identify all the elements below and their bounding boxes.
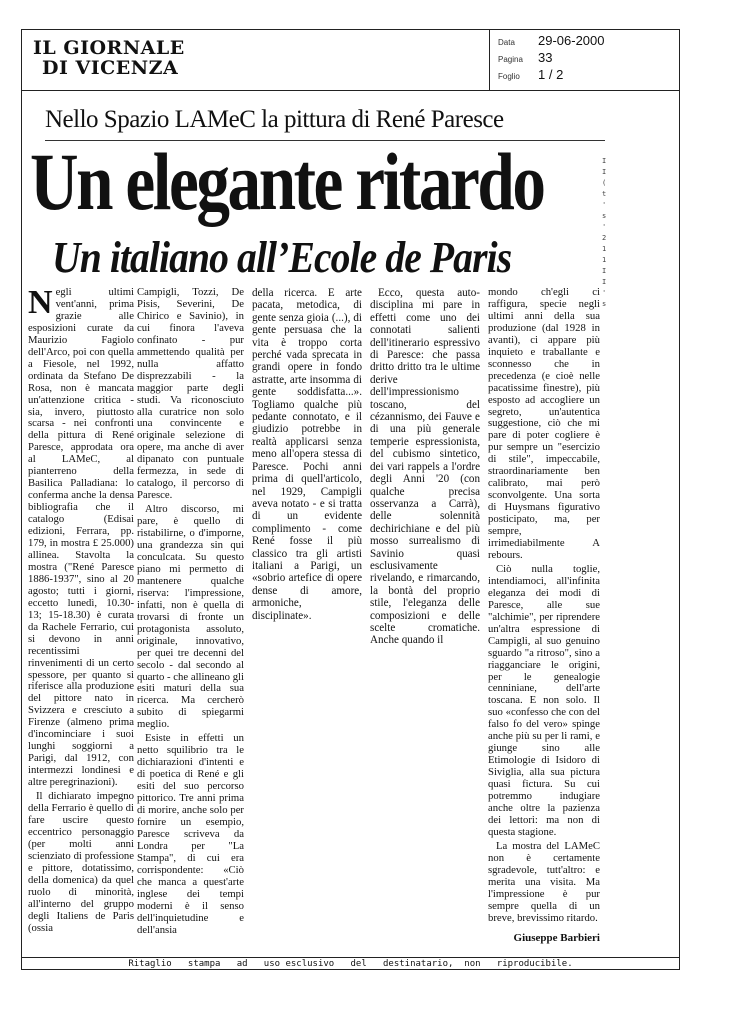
drop-cap: N	[28, 284, 53, 321]
article-kicker: Nello Spazio LAMeC la pittura di René Paresce	[45, 106, 605, 141]
paragraph: Il dichiarato impegno della Ferrario è quello di fare uscire questo eccentrico personaggio (per molti anni scienziato di professione e pittore, dotatissimo, della domenica) da quel ruolo di minorità, all'interno del gruppo degli Italiens de Paris (ossia	[28, 790, 134, 934]
meta-value: 29-06-2000	[538, 33, 605, 48]
clipping-meta-box	[489, 29, 680, 90]
logo-line-2: DI VICENZA	[42, 57, 179, 79]
meta-row-page	[498, 50, 552, 65]
paragraph: La mostra del LAMeC non è certamente sgradevole, tutt'altro: e merita una visita. Ma l'impressione è pur sempre quella di un breve, brevissimo ritardo.	[488, 839, 600, 924]
paragraph: Ciò nulla toglie, intendiamoci, all'infinita eleganza dei modi di Paresce, alle sue "alchimie", per riprendere un'altra espressione di Campigli, al suo genuino sguardo "a ritroso", sino a riagganciare le origini, per le genealogie cenniniane, dell'arte toscana. E non solo. Il suo «confesso che con del falso fo del vero» spinge anche più su per li rami, e giunge sino alle Etimologie di Isidoro di Siviglia, alla sua pictura quasi fictura. Su cui potremmo indugiare anche oltre la pazienza dei lettori: ma non di questa stagione.	[488, 562, 600, 838]
article-headline: Un elegante ritardo	[30, 136, 544, 227]
meta-value: 33	[538, 50, 553, 65]
paragraph: Esiste in effetti un netto squilibrio tra le dichiarazioni d'intenti e di poetica di René e gli esiti del suo percorso pittorico. Tre anni prima di morire, anche solo per fornire un esempio, Paresce scriveva da Londra per "La Stampa", di cui era corrispondente: «Ciò che manca a quest'arte inglese dei tempi moderni è il senso dell'inquietudine e dell'ansia	[137, 732, 244, 936]
meta-label: Pagina	[498, 55, 523, 64]
article-column-4	[488, 287, 600, 944]
paragraph: Ecco, questa auto-disciplina mi pare in effetti come uno dei connotati salienti dell'itinerario espressivo di Paresce: che passa dritto dritto tra le ultime derive dell'impressionismo toscano, del cézannismo, dei Fauve e di una più generale temperie espressionista, del cubismo sintetico, dei vari rappels a l'ordre degli Anni '20 (con qualche precisa osservanza a Carrà), delle solennità dechirichiane e del più mosso surrealismo di Savinio quasi esclusivamente rivelando, e rimarcando, la bontà del proprio stile, l'eleganza delle composizioni e delle scelte cromatiche. Anche quando il	[370, 287, 480, 647]
article-subhead: Un italiano all’Ecole de Paris	[52, 233, 512, 282]
logo-line-1: IL GIORNALE	[33, 37, 185, 59]
margin-text-fragment: I I ( t ' s ' 2 1 1 I I ' s	[602, 157, 607, 308]
footer-notice: Ritaglio stampa ad uso esclusivo del destinatario, non riproducibile.	[21, 957, 680, 971]
paragraph: mondo ch'egli ci raffigura, specie negli ultimi anni della sua produzione (dal 1928 in avanti), ci appare più inquieto e traballante e sconnesso che in precedenza (e cioè nelle pacatissime finestre), più esposto ad accogliere un segreto, un'autentica suggestione, ciò che mi pare di poter cogliere è pur sempre un "esercizio di stile", impeccabile, straordinariamente ben calibrato, mai però sconvolgente. Una sorta di Huysmans figurativo posticipato, ma, per sempre, irrimediabilmente A rebours.	[488, 286, 600, 561]
meta-label: Data	[498, 38, 515, 47]
paragraph: Campigli, Tozzi, De Pisis, Severini, De Chirico e Savinio), in cui finora l'aveva confinato - pur ammettendo qualità per nulla affatto disprezzabili - la maggior parte degli studi. Va riconosciuto alla curatrice non solo una convincente e originale selezione di opere, ma anche di aver dipanato con puntuale fermezza, in sede di catalogo, il percorso di Paresce.	[137, 286, 244, 502]
paragraph: Altro discorso, mi pare, è quello di ristabilirne, o d'imporne, una grandezza sin qui conculcata. Su questo piano mi permetto di mantenere qualche riserva: l'impressione, infatti, non è quella di trovarsi di fronte un protagonista assoluto, originale, innovativo, per quei tre decenni del secolo - dal secondo al quarto - che allineano gli esiti maturi della sua ricerca. Ma cercherò subito di spiegarmi meglio.	[137, 503, 244, 731]
paragraph-text: egli ultimi vent'anni, prima grazie alle esposizioni curate da Maurizio Fagiolo dell'Arco, poi con quella a Fiesole, nel 1992, ordinata da Stefano De Rosa, non è mancata un'attenzione critica - sia, invero, piuttosto scarsa - nei confronti della pittura di René Paresce, approdata ora al LAMeC, al pianterreno della Basilica Palladiana: lo conferma anche la densa bibliografia che il catalogo (Edisai edizioni, Ferrara, pp. 179, in mostra £ 25.000) allinea. Stavolta la mostra ("René Paresce 1886-1937", sino al 20 agosto; tutti i giorni, eccetto lunedì, 10.30-13; 15-18.30) è curata da Rachele Ferrario, cui si devono in anni recentissimi rinvenimenti di un certo spessore, per quanto si riferisce alla produzione del pittore nato in Svizzera e cresciuto a Firenze (almeno prima d'incominciare i suoi lunghi soggiorni a Parigi, dal 1912, con intermezzi londinesi e altre peregrinazioni).	[28, 286, 134, 789]
newspaper-logo	[33, 38, 185, 78]
meta-row-sheet	[498, 67, 563, 82]
article-column-2	[137, 287, 244, 938]
meta-label: Foglio	[498, 72, 520, 81]
paragraph	[28, 284, 134, 789]
meta-row-date	[498, 33, 605, 48]
header-divider	[21, 90, 680, 91]
article-column-3-continued	[370, 287, 480, 649]
article-byline: Giuseppe Barbieri	[513, 931, 600, 944]
paragraph: della ricerca. E arte pacata, metodica, di gente senza gioia (...), di gente persuasa che la vita è troppo corta perché vada sprecata in grandi opere in fondo astratte, arte insomma di gente soddisfatta...». Togliamo qualche più pedante connotato, e il giudizio potrebbe in realtà applicarsi senza meno all'opera stessa di Paresce. Pochi anni prima di quell'articolo, nel 1929, Campigli aveva notato - e si tratta di un evidente complimento - come René fosse il più classico tra gli artisti italiani a Parigi, un «sobrio artefice di opere dense di amore, armoniche, disciplinate».	[252, 287, 362, 622]
article-column-1	[28, 284, 134, 936]
meta-value: 1 / 2	[538, 67, 564, 82]
article-column-3	[252, 287, 362, 624]
